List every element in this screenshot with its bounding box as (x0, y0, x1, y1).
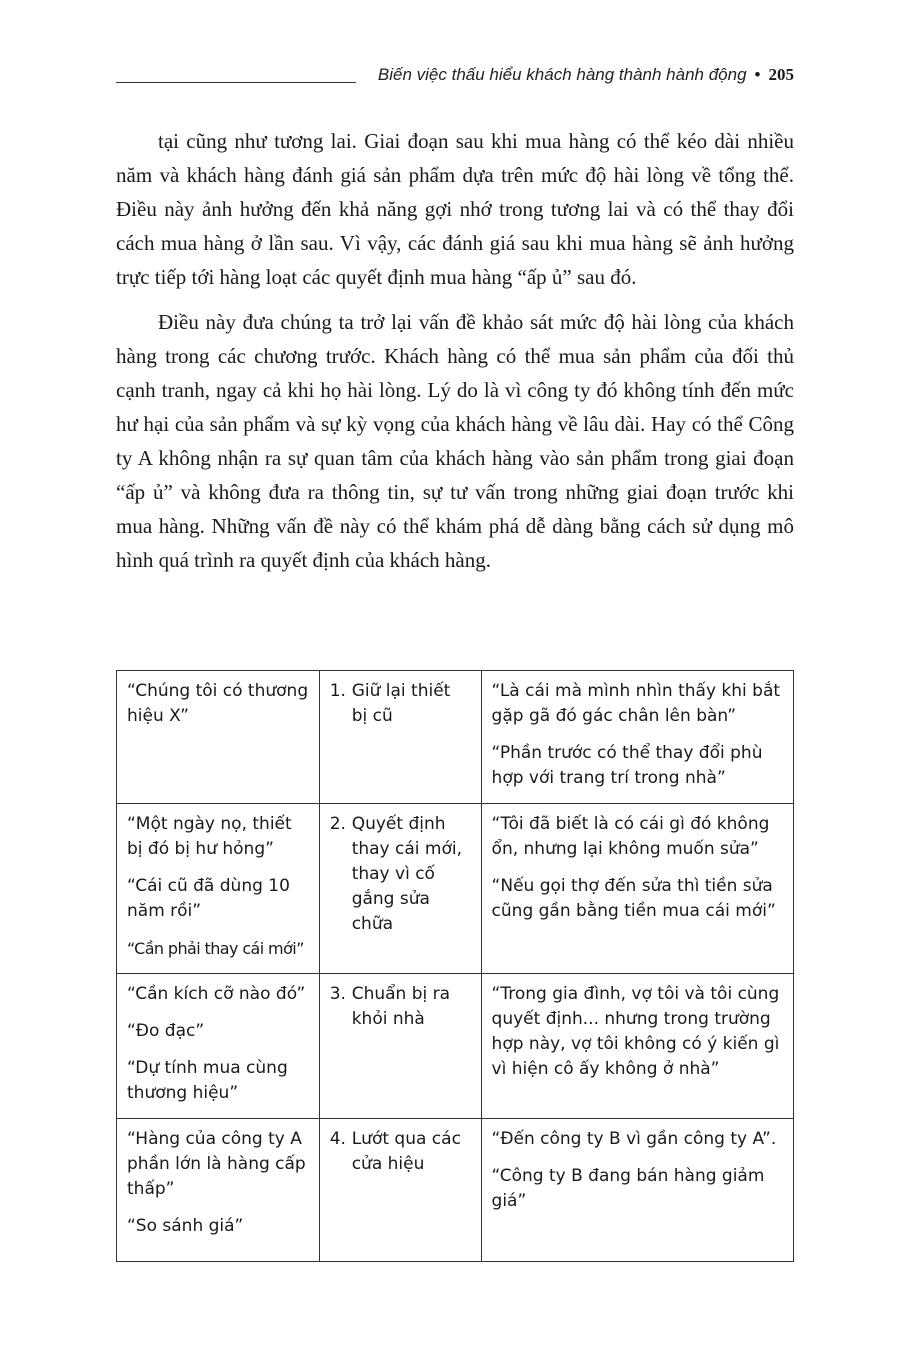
quote: “Tôi đã biết là có cái gì đó không ổn, nhưng lại không muốn sửa” (491, 814, 770, 859)
step-cell (319, 671, 481, 804)
step-cell (319, 974, 481, 1119)
step (330, 812, 471, 937)
step-label: Giữ lại thiết bị cũ (351, 681, 451, 726)
quotes-cell (117, 671, 320, 804)
step (330, 982, 471, 1032)
step-number: 4. (329, 1129, 346, 1149)
quote: “Cần kích cỡ nào đó” (127, 984, 306, 1004)
quotes-cell (117, 974, 320, 1119)
quotes-cell (117, 1119, 320, 1262)
quote: “Cần phải thay cái mới” (127, 939, 304, 958)
step-label: Chuẩn bị ra khỏi nhà (351, 984, 451, 1029)
quote: “Dự tính mua cùng thương hiệu” (127, 1058, 288, 1103)
step (330, 1127, 471, 1177)
quote: “Đo đạc” (127, 1021, 205, 1041)
body-text (116, 124, 794, 588)
quote: “Phần trước có thể thay đổi phù hợp với trang trí trong nhà” (491, 743, 763, 788)
quote: “Trong gia đình, vợ tôi và tôi cùng quyết định... nhưng trong trường hợp này, vợ tôi không có ý kiến gì vì hiện cô ấy không ở nhà” (491, 984, 780, 1079)
quote: “Cái cũ đã dùng 10 năm rồi” (127, 876, 290, 921)
quote: “Chúng tôi có thương hiệu X” (127, 681, 309, 726)
table-row (117, 1119, 794, 1262)
comments-cell (481, 1119, 793, 1262)
comments-cell (481, 804, 793, 974)
step-cell (319, 804, 481, 974)
quote: “So sánh giá” (127, 1216, 244, 1236)
running-header (116, 60, 794, 90)
paragraph-2: Điều này đưa chúng ta trở lại vấn đề khảo sát mức độ hài lòng của khách hàng trong các chương trước. Khách hàng có thể mua sản phẩm của đối thủ cạnh tranh, ngay cả khi họ hài lòng. Lý do là vì công ty đó không tính đến mức hư hại của sản phẩm và sự kỳ vọng của khách hàng về lâu dài. Hay có thể Công ty A không nhận ra sự quan tâm của khách hàng vào sản phẩm trong giai đoạn “ấp ủ” và không đưa ra thông tin, sự tư vấn trong những giai đoạn trước khi mua hàng. Những vấn đề này có thể khám phá dễ dàng bằng cách sử dụng mô hình quá trình ra quyết định của khách hàng. (116, 310, 794, 572)
decision-process-table (116, 670, 794, 1262)
header-rule (116, 82, 356, 83)
comments-cell (481, 974, 793, 1119)
quote: “Nếu gọi thợ đến sửa thì tiền sửa cũng gần bằng tiền mua cái mới” (491, 876, 776, 921)
step-number: 2. (329, 814, 346, 834)
table-row (117, 974, 794, 1119)
quote: “Một ngày nọ, thiết bị đó bị hư hỏng” (127, 814, 292, 859)
comments-cell (481, 671, 793, 804)
quote: “Hàng của công ty A phần lớn là hàng cấp thấp” (127, 1129, 306, 1199)
quote: “Đến công ty B vì gần công ty A”. (491, 1129, 777, 1149)
header-bullet: • (754, 65, 761, 84)
page-number: 205 (768, 65, 794, 84)
table-row (117, 804, 794, 974)
quote: “Công ty B đang bán hàng giảm giá” (491, 1166, 765, 1211)
quote: “Là cái mà mình nhìn thấy khi bắt gặp gã đó gác chân lên bàn” (491, 681, 781, 726)
step-number: 3. (329, 984, 346, 1004)
paragraph-1: tại cũng như tương lai. Giai đoạn sau khi mua hàng có thể kéo dài nhiều năm và khách hàng đánh giá sản phẩm dựa trên mức độ hài lòng về tổng thể. Điều này ảnh hưởng đến khả năng gợi nhớ trong tương lai và có thể thay đổi cách mua hàng ở lần sau. Vì vậy, các đánh giá sau khi mua hàng sẽ ảnh hưởng trực tiếp tới hàng loạt các quyết định mua hàng “ấp ủ” sau đó. (116, 129, 794, 289)
quotes-cell (117, 804, 320, 974)
step-label: Lướt qua các cửa hiệu (351, 1129, 461, 1174)
step-label: Quyết định thay cái mới, thay vì cố gắng sửa chữa (351, 814, 463, 934)
table-row (117, 671, 794, 804)
step-cell (319, 1119, 481, 1262)
step (330, 679, 471, 729)
running-title: Biến việc thấu hiểu khách hàng thành hành động (377, 65, 747, 84)
step-number: 1. (329, 681, 346, 701)
